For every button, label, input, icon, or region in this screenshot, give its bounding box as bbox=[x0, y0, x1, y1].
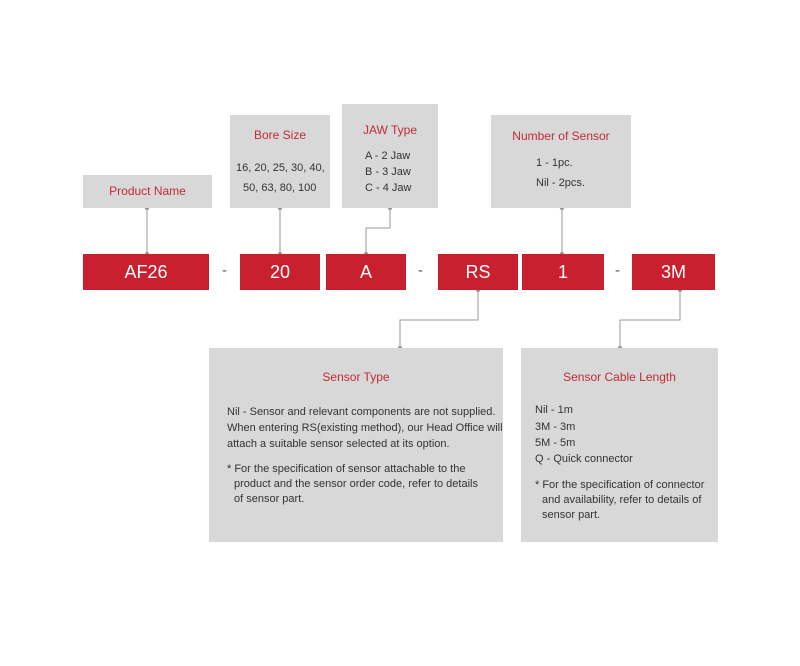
jaw-type-box bbox=[342, 104, 438, 208]
sensor-type-line: attach a suitable sensor selected at its option. bbox=[227, 438, 450, 450]
cable-length-line: Q - Quick connector bbox=[535, 453, 633, 465]
cable-length-line: 3M - 3m bbox=[535, 421, 576, 433]
sensor-type-line: When entering RS(existing method), our Head Office will bbox=[227, 422, 503, 434]
sensor-cable-length-box bbox=[521, 348, 718, 542]
separator-dash: - bbox=[418, 262, 423, 279]
sensor-type-note: * For the specification of sensor attachable to the bbox=[227, 463, 466, 475]
cable-length-line: 5M - 5m bbox=[535, 437, 576, 449]
number-of-sensor-line: 1 - 1pc. bbox=[536, 157, 573, 169]
jaw-type-line: C - 4 Jaw bbox=[365, 182, 412, 194]
code-jaw-type: A bbox=[326, 254, 406, 290]
separator-dash: - bbox=[615, 262, 620, 279]
bore-size-title: Bore Size bbox=[253, 128, 307, 142]
sensor-type-note: of sensor part. bbox=[234, 493, 305, 505]
number-of-sensor-box bbox=[491, 115, 631, 208]
product-name-box bbox=[83, 175, 212, 208]
code-number-of-sensor: 1 bbox=[522, 254, 604, 290]
code-sensor-type: RS bbox=[438, 254, 518, 290]
cable-length-note: and availability, refer to details of bbox=[542, 494, 702, 506]
cable-length-note: * For the specification of connector bbox=[535, 479, 705, 491]
product-name-title: Product Name bbox=[109, 184, 186, 198]
jaw-type-title: JAW Type bbox=[362, 123, 418, 137]
bore-size-line: 50, 63, 80, 100 bbox=[243, 182, 317, 194]
connector-cable-length bbox=[620, 290, 680, 348]
code-bore-size: 20 bbox=[240, 254, 320, 290]
code-product: AF26 bbox=[83, 254, 209, 290]
sensor-type-box bbox=[209, 348, 503, 542]
number-of-sensor-line: Nil - 2pcs. bbox=[536, 177, 585, 189]
cable-length-line: Nil - 1m bbox=[535, 404, 573, 416]
connector-jaw-type bbox=[366, 208, 390, 254]
separator-dash: - bbox=[222, 262, 227, 279]
jaw-type-line: B - 3 Jaw bbox=[365, 166, 411, 178]
sensor-type-title: Sensor Type bbox=[322, 370, 390, 384]
jaw-type-line: A - 2 Jaw bbox=[365, 150, 411, 162]
bore-size-line: 16, 20, 25, 30, 40, bbox=[236, 162, 325, 174]
bore-size-box bbox=[230, 115, 330, 208]
sensor-type-line: Nil - Sensor and relevant components are not supplied. bbox=[227, 406, 496, 418]
sensor-cable-length-title: Sensor Cable Length bbox=[563, 370, 676, 384]
connector-sensor-type bbox=[400, 290, 478, 348]
cable-length-note: sensor part. bbox=[542, 509, 601, 521]
number-of-sensor-title: Number of Sensor bbox=[512, 129, 610, 143]
code-cable-length: 3M bbox=[632, 254, 715, 290]
sensor-type-note: product and the sensor order code, refer to details bbox=[234, 478, 478, 490]
